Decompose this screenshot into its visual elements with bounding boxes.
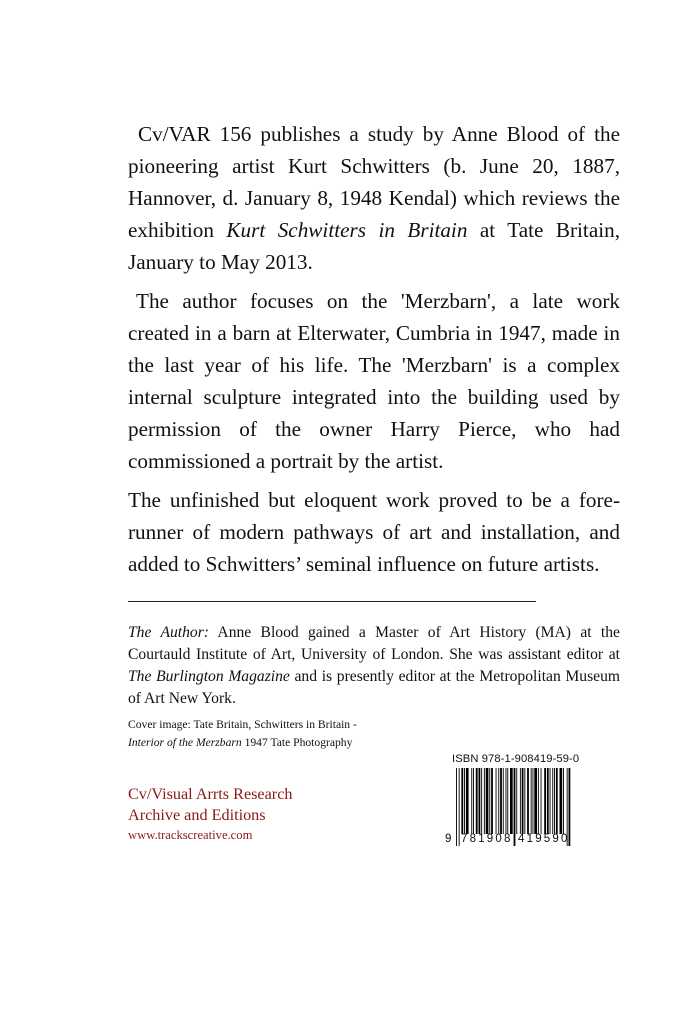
- barcode-bar: [507, 768, 508, 834]
- barcode-bar: [560, 768, 563, 834]
- barcode-bar: [473, 768, 474, 834]
- publisher-imprint: [128, 784, 292, 844]
- publisher-name-line-1: Cv/Visual Arrts Research: [128, 785, 293, 803]
- barcode-bar: [527, 768, 529, 834]
- barcode-bar: [503, 768, 504, 834]
- cover-credit: [128, 716, 428, 752]
- section-divider: [128, 601, 536, 602]
- barcode-bar: [486, 768, 489, 834]
- barcode-bar: [479, 768, 481, 834]
- barcode-bar: [556, 768, 558, 834]
- barcode-bar: [481, 768, 482, 834]
- barcode-bar: [516, 768, 517, 834]
- barcode-bar: [541, 768, 542, 834]
- barcode-bar: [476, 768, 478, 834]
- barcode-bar: [471, 768, 472, 834]
- blurb-body: [128, 118, 620, 580]
- cover-credit-line-2: [128, 734, 428, 752]
- barcode-digits-left: 781908: [461, 833, 513, 845]
- barcode-bar: [544, 768, 546, 834]
- barcode-bar: [534, 768, 537, 834]
- barcode-bar: [466, 768, 469, 834]
- author-label: The Author:: [128, 624, 209, 641]
- barcode-bar: [554, 768, 555, 834]
- cover-credit-line-1: Cover image: Tate Britain, Schwitters in Britain -: [128, 718, 357, 731]
- barcode-bar: [522, 768, 524, 834]
- barcode-bar: [464, 768, 465, 834]
- barcode-bar: [461, 768, 463, 834]
- publisher-name-line-2: Archive and Editions: [128, 806, 266, 824]
- barcode-bar: [531, 768, 532, 834]
- barcode-bar: [498, 768, 499, 834]
- barcode-bar: [520, 768, 521, 834]
- blurb-paragraph-2: The author focuses on the 'Merzbarn', a late work created in a barn at Elterwater, Cumbria in 1947, made in the last year of his life. The 'Merzbarn' is a complex internal sculpture integrated into the building used by permission of the owner Harry Pierce, who had commissioned a portrait by the artist.: [128, 289, 620, 473]
- barcode-bar: [510, 768, 513, 834]
- barcode-bar: [563, 768, 564, 834]
- barcode-digit-first: 9: [445, 833, 452, 845]
- barcode-bar: [533, 768, 534, 834]
- cover-credit-line-2-rest: 1947 Tate Photography: [241, 736, 353, 749]
- barcode-bar: [459, 768, 460, 846]
- author-bio: [128, 622, 620, 710]
- barcode-bar: [514, 768, 516, 846]
- magazine-title: The Burlington Magazine: [128, 668, 290, 685]
- cover-artwork-title: Interior of the Merzbarn: [128, 736, 242, 749]
- barcode-bar: [491, 768, 493, 834]
- barcode-bar: [484, 768, 485, 834]
- barcode-bar: [550, 768, 551, 834]
- isbn-label: ISBN 978-1-908419-59-0: [452, 753, 580, 765]
- barcode-bar: [538, 768, 539, 834]
- author-bio-text-b: and is presently editor at the Metropolitan Museum of Art New York.: [128, 668, 621, 707]
- barcode-bar: [547, 768, 549, 834]
- blurb-paragraph-1: [128, 118, 620, 278]
- barcode-digits-right: 419590: [518, 833, 570, 845]
- author-bio-text-a: Anne Blood gained a Master of Art History (MA) at the Courtauld Institute of Art, University of London. She was assistant editor at: [128, 624, 620, 663]
- barcode-bar: [500, 768, 502, 834]
- barcode-bar: [552, 768, 553, 834]
- blurb-paragraph-3: The unfinished but eloquent work proved to be a fore-runner of modern pathways of art and installation, and added to Schwitters’ seminal influence on future artists.: [128, 488, 620, 576]
- barcode-bar: [496, 768, 497, 834]
- publisher-url: www.trackscreative.com: [128, 828, 253, 842]
- exhibition-title: Kurt Schwitters in Britain: [226, 218, 468, 242]
- blurb-paragraph-1-intro: Cv/VAR 156 publishes a study by Anne Blood of the pioneering artist Kurt Schwitters (b. June 20, 1887, Hannover, d. January 8, 1948 Kendal) which reviews the exhibition: [128, 122, 620, 242]
- barcode-bar: [489, 768, 490, 834]
- barcode-bar: [506, 768, 507, 834]
- barcode-bar: [456, 768, 457, 846]
- barcode-bar: [524, 768, 525, 834]
- blurb-paragraph-1-end: at Tate Britain, January to May 2013.: [128, 218, 621, 274]
